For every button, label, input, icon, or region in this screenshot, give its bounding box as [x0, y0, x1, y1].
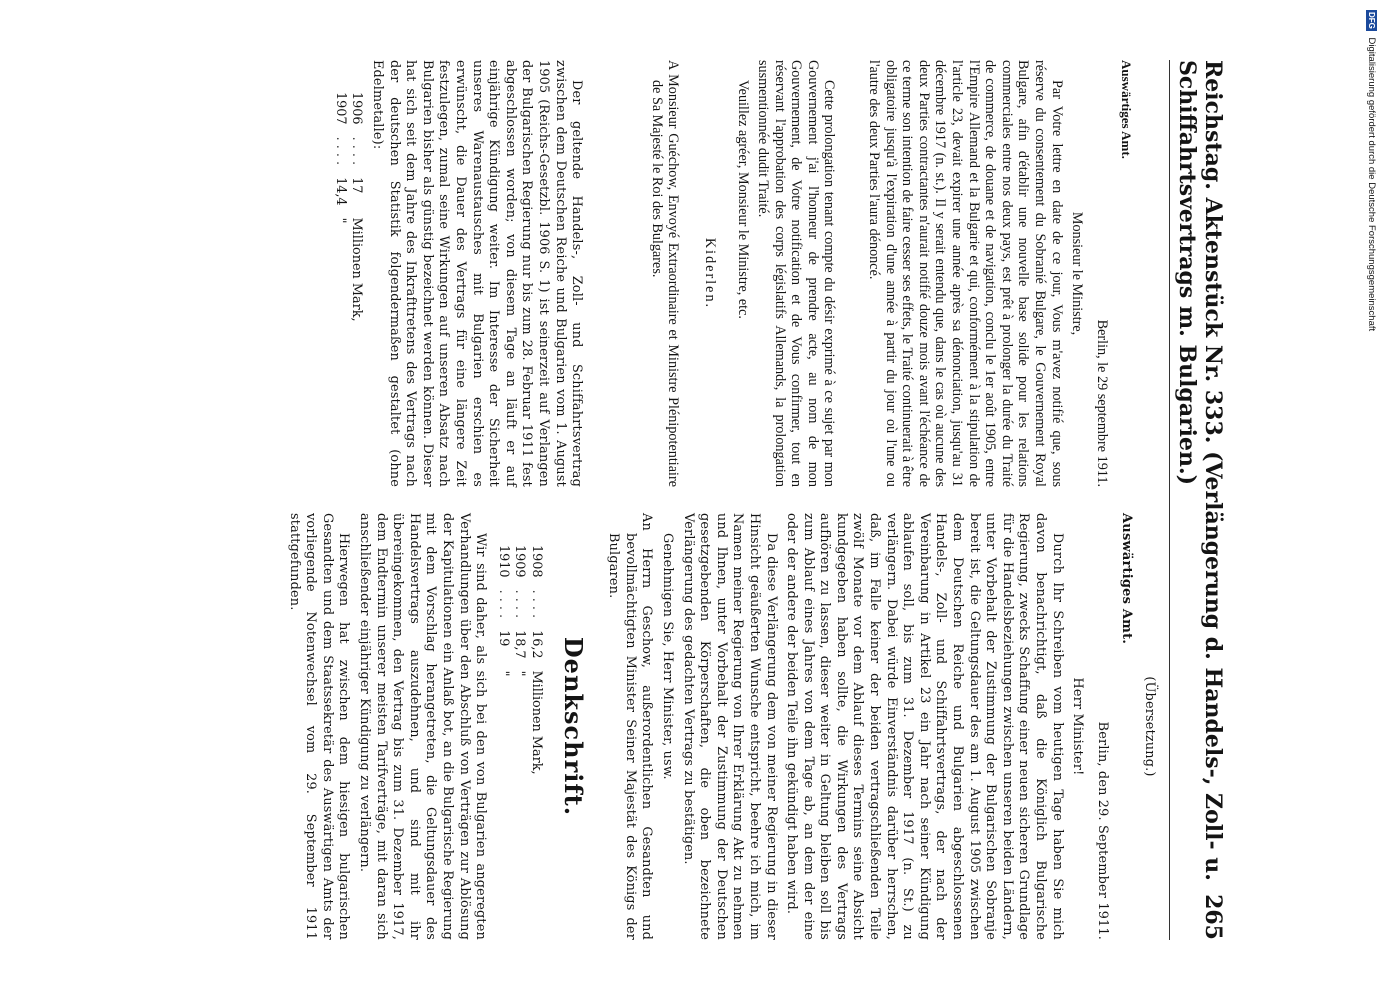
- stats-unit: ": [512, 670, 528, 677]
- header-title: Reichstag. Aktenstück Nr. 333. (Verlängerung d. Handels-, Zoll- u. Schiffahrtsvertrags m. Bulgarien.): [1174, 60, 1226, 881]
- german-paragraph-2: Da diese Verlängerung dem von meiner Regierung in dieser Hinsicht geäußerten Wunsche entspricht, beehre ich mich, im Namen meiner Regierung von Ihrer Erklärung Akt zu nehmen und Ihnen, unter Vorbehalt der Zustimmung der Deutschen gesetzgebenden Körperschaften, die oben bezeichnete Verlängerung des gedachten Vertrags zu bestätigen.: [680, 513, 779, 940]
- stats-unit: ": [332, 217, 348, 224]
- translation-label: (Übersetzung.): [1142, 676, 1157, 777]
- leader-dots: . . . .: [529, 589, 544, 619]
- two-column-body: [281, 60, 1157, 940]
- stats-year: 1910: [495, 545, 511, 578]
- stats-unit: Millionen Mark,: [529, 670, 544, 775]
- stats-year: 1908: [529, 545, 544, 578]
- document-page: [54, 50, 1234, 950]
- stats-row: [494, 539, 511, 781]
- export-stats-left: [331, 86, 364, 328]
- spacer: [584, 60, 644, 487]
- stats-row: [527, 539, 544, 781]
- salutation-right: Herr Minister!: [1070, 677, 1086, 776]
- stats-row: [348, 86, 365, 328]
- french-addressee: A Monsieur Guéchow, Envoyé Extraordinaire et Ministre Plénipotentiaire de Sa Majesté le Roi des Bulgares.: [648, 60, 682, 487]
- german-paragraph-1: Durch Ihr Schreiben vom heutigen Tage haben Sie mich davon benachrichtigt, daß die Königlich Bulgarische Regierung, zwecks Schaffung einer neuen sicheren Grundlage für die Handelsbeziehungen zwischen unseren beiden Ländern, unter Vorbehalt der Zustimmung der Bulgarischen Sobranje bereit ist, die Geltungsdauer des am 1. August 1905 zwischen dem Deutschen Reiche und Bulgarien abgeschlossenen Handels-, Zoll- und Schiffahrtsvertrags, der nach der Vereinbarung in Artikel 23 ein Jahr nach seiner Kündigung ablaufen soll, bis zum 31. Dezember 1917 (n. St.) zu verlängern. Dabei würde Einverständnis darüber herrschen, daß, im Falle keiner der beiden vertragschließenden Teile zwölf Monate vor dem Ablauf dieses Termins seine Absicht kundgegeben haben sollte, die Wirkungen des Vertrags aufhören zu lassen, dieser weiter in Geltung bleiben soll bis zum Ablauf eines Jahres von dem Tage ab, an dem der eine oder der andere der beiden Teile ihn gekündigt haben wird.: [784, 513, 1065, 940]
- stats-value: 19: [495, 630, 511, 647]
- right-column: [281, 513, 1157, 940]
- stats-value: 17: [349, 177, 365, 194]
- leader-dots: . . . .: [332, 136, 348, 166]
- stats-value: 16,2: [529, 630, 544, 659]
- leader-dots: . . . .: [495, 589, 511, 619]
- date-left: Berlin, le 29 septembre 1911.: [1093, 319, 1110, 487]
- denkschrift-paragraph-3: Hierwegen hat zwischen dem hiesigen bulgarischen Gesandten und dem Staatssekretär des Auswärtigen Amts der vorliegende Notenwechsel vom 29. September 1911 stattgefunden.: [286, 513, 352, 940]
- date-right: Berlin, den 29. September 1911.: [1094, 721, 1110, 940]
- french-paragraph-1: Par Votre lettre en date de ce jour, Vous m'avez notifié que, sous réserve du consentement du Sobranié Bulgare, le Gouvernement Royal Bulgare, afin d'établir une nouvelle base solide pour les relations commerciales entre nos deux pays, est prêt à prolonger la durée du Traité de commerce, de douane et de navigation, conclu le 1er août 1905, entre l'Empire Allemand et la Bulgarie et qui, conformément à la stipulation de l'article 23, devait expirer une année après sa dénonciation, jusqu'au 31 décembre 1917 (n. st.). Il y serait entendu que, dans le cas où aucune des deux Parties contractantes n'aurait notifié douze mois avant l'échéance de ce terme son intention de faire cesser ses effets, le Traité continuerait à être obligatoire jusqu'à l'expiration d'une année à partir du jour où l'une ou l'autre des deux Parties l'aura dénoncé.: [866, 60, 1065, 487]
- german-addressee: An Herrn Geschow, außerordentlichen Gesandten und bevollmächtigten Minister Seiner Majestät des Königs der Bulgaren.: [606, 513, 655, 940]
- stats-year: 1906: [349, 92, 365, 125]
- leader-dots: . . . .: [349, 136, 365, 166]
- page-number: 265: [1200, 894, 1226, 940]
- salutation-left: Monsieur le Ministre,: [1069, 211, 1086, 336]
- sender-left: Auswärtiges Amt.: [1119, 60, 1135, 159]
- stats-value: 18,7: [512, 630, 528, 659]
- digitization-credit: [1366, 10, 1377, 331]
- french-paragraph-2: Cette prolongation tenant compte du désir exprimé à ce sujet par mon Gouvernement j'ai l'honneur de prendre acte, au nom de mon Gouvernement, de Votre notification et de Vous confirmer, tout en réservant l'approbation des corps législatifs Allemands, la prolongation susmentionnée dudit Traité.: [755, 60, 838, 487]
- denkschrift-intro: Der geltende Handels-, Zoll- und Schiffahrtsvertrag zwischen dem Deutschen Reiche und Bulgarien vom 1. August 1905 (Reichs-Gesetzbl. 1906 S. 1) ist seinerzeit auf Verlangen der Bulgarischen Regierung nur bis zum 28. Februar 1911 fest abgeschlossen worden; von diesem Tage an läuft er auf einjährige Kündigung weiter. Im Interesse der Sicherheit unseres Warenaustausches mit Bulgarien erschien es erwünscht, die Dauer des Vertrags für eine längere Zeit festzulegen, zumal seine Wirkungen auf unseren Absatz nach Bulgarien bisher als günstig bezeichnet werden können. Dieser hat sich seit dem Jahre des Inkrafttretens des Vertrags nach der deutschen Statistik folgendermaßen gestaltet (ohne Edelmetalle):: [370, 60, 585, 487]
- left-column: [281, 60, 1157, 487]
- sender-right: Auswärtiges Amt.: [1119, 513, 1135, 645]
- leader-dots: . . . .: [512, 589, 528, 619]
- denkschrift-title: Denkschrift.: [558, 636, 588, 817]
- german-closing: Genehmigen Sie, Herr Minister, usw.: [659, 533, 675, 780]
- credit-text: Digitalisierung gefördert durch die Deutsche Forschungsgemeinschaft: [1366, 37, 1377, 332]
- stats-year: 1907: [332, 92, 348, 125]
- dfg-logo: DFG: [1367, 12, 1376, 29]
- stats-unit: Millionen Mark,: [349, 217, 365, 322]
- stats-row: [511, 539, 528, 781]
- stats-row: [331, 86, 348, 328]
- french-closing: Veuillez agréer, Monsieur le Ministre, etc.: [734, 80, 751, 319]
- spacer: [1140, 60, 1157, 487]
- stats-unit: ": [495, 670, 511, 677]
- signature: Kiderlen.: [701, 237, 718, 310]
- stats-value: 14,4: [332, 177, 348, 206]
- page-header: [1169, 60, 1226, 940]
- export-stats-right: [494, 539, 544, 781]
- stats-year: 1909: [512, 545, 528, 578]
- denkschrift-paragraph-2: Wir sind daher, als sich bei den von Bulgarien angeregten Verhandlungen über den Abschluß von Verträgen zur Ablösung der Kapitulationen ein Anlaß bot, an die Bulgarische Regierung mit dem Vorschlag herangetreten, die Geltungsdauer des Handelsvertrags auszudehnen, und sind mit ihr übereingekommen, den Vertrag bis zum 31. Dezember 1917, dem Endtermin unserer meisten Tarifverträge, mit daran sich anschließender einjähriger Kündigung zu verlängern.: [357, 513, 489, 940]
